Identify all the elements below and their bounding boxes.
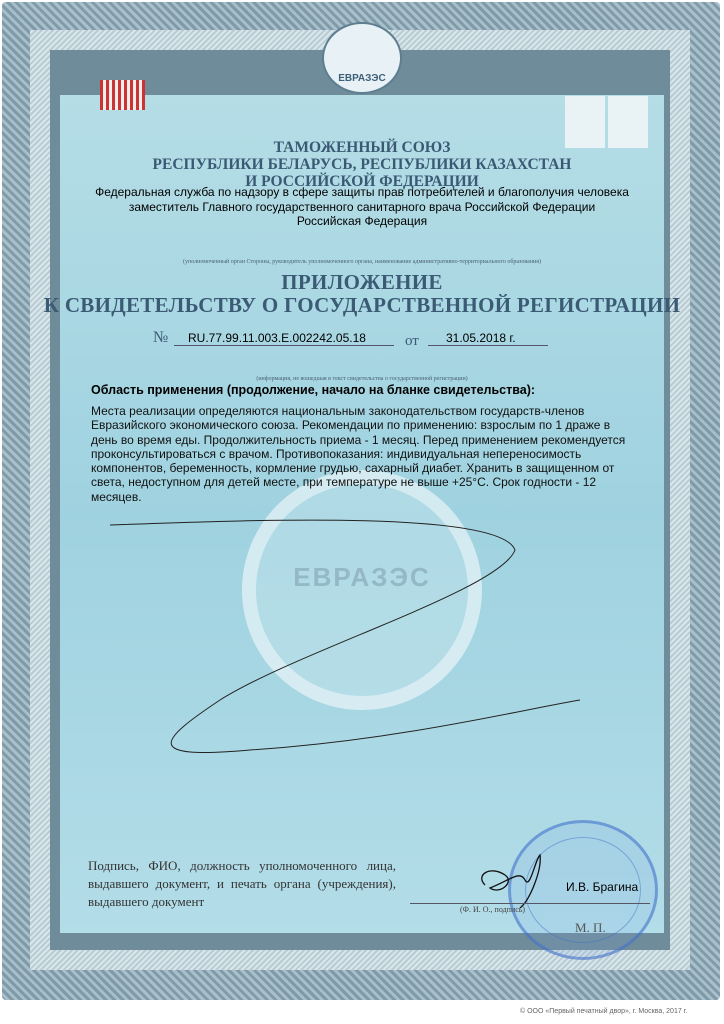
number-underline xyxy=(174,345,394,346)
info-caption: (информация, не вошедшая в текст свидетельства о государственной регистрации) xyxy=(256,376,468,382)
body-text: Места реализации определяются национальным законодательством государств-членов Евразийского экономического союза. Рекомендации по применению: взрослым по 1 драже в день во время еды. Продолжительность приема - 1 месяц. Перед применением рекомендуется проконсультироваться с врачом. Противопоказания: индивидуальная непереносимость компонентов, беременность, кормление грудью, сахарный диабет. Хранить в защищенном от света, недоступном для детей месте, при температуре не выше +25°С. Срок годности - 12 месяцев. xyxy=(91,404,626,504)
authority-caption: (уполномоченный орган Стороны, руководитель уполномоченного органа, наименование административно-территориального образования) xyxy=(183,259,541,265)
body-heading: Область применения (продолжение, начало на бланке свидетельства): xyxy=(91,383,536,397)
handwritten-signature xyxy=(470,850,550,910)
title-line-1: ПРИЛОЖЕНИЕ xyxy=(281,270,443,294)
signature-underline xyxy=(410,903,650,904)
header-line-1: ТАМОЖЕННЫЙ СОЮЗ xyxy=(273,139,451,156)
registration-number: RU.77.99.11.003.E.002242.05.18 xyxy=(188,331,366,345)
printer-copyright: © ООО «Первый печатный двор», г. Москва, 2017 г. xyxy=(520,1008,688,1015)
authority-line-1: Федеральная служба по надзору в сфере защиты прав потребителей и благополучия человека xyxy=(95,185,629,199)
authority-line-3: Российская Федерация xyxy=(296,214,428,228)
signature-label: Подпись, ФИО, должность уполномоченного лица, выдавшего документ, и печать органа (учреждения), выдавшего документ xyxy=(88,858,396,909)
number-label: № xyxy=(153,329,169,346)
authority-line-2: заместитель Главного государственного санитарного врача Российской Федерации xyxy=(128,200,596,214)
watermark-text: ЕВРАЗЭС xyxy=(293,562,431,592)
signature-caption: (Ф. И. О., подпись) xyxy=(460,905,526,914)
stamp-place-label: М. П. xyxy=(575,920,606,935)
title-line-2: К СВИДЕТЕЛЬСТВУ О ГОСУДАРСТВЕННОЙ РЕГИСТРАЦИИ xyxy=(43,293,681,317)
security-pattern xyxy=(100,80,145,110)
header-line-2: РЕСПУБЛИКИ БЕЛАРУСЬ, РЕСПУБЛИКИ КАЗАХСТАН xyxy=(152,156,572,173)
evrazes-logo xyxy=(322,22,402,94)
signatory-name: И.В. Брагина xyxy=(566,880,639,894)
logo-text: ЕВРАЗЭС xyxy=(338,73,386,84)
date-label: от xyxy=(405,333,419,349)
date-underline xyxy=(428,345,548,346)
header-line-3: И РОССИЙСКОЙ ФЕДЕРАЦИИ xyxy=(245,173,479,190)
cancellation-z-line xyxy=(100,510,600,770)
registration-date: 31.05.2018 г. xyxy=(446,331,516,345)
